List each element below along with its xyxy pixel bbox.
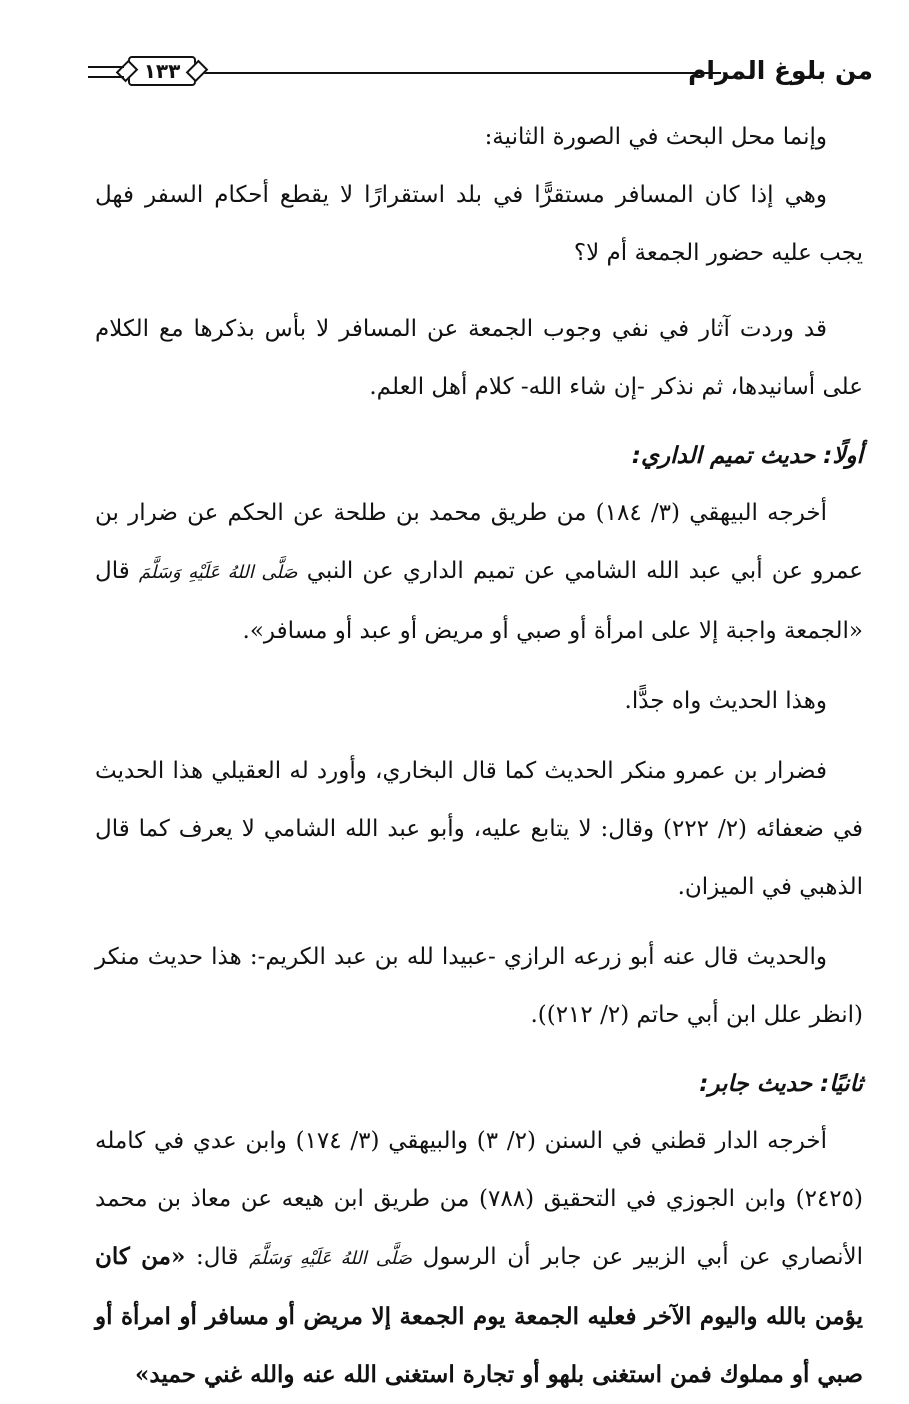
running-title: من بلوغ المرام bbox=[688, 56, 873, 85]
paragraph-grading: وهذا الحديث واه جدًّا. bbox=[624, 688, 827, 714]
tamim-takhrij-text: أخرجه البيهقي (٣/ ١٨٤) من طريق محمد بن طلحة عن الحكم عن ضرار بن عمرو عن أبي عبد الله الشامي عن تميم الداري عن النبي bbox=[95, 500, 864, 584]
jabir-qala: قال: bbox=[196, 1244, 239, 1270]
tamim-hadith-text: قال «الجمعة واجبة إلا على امرأة أو صبي أو مريض أو عبد أو مسافر». bbox=[95, 558, 863, 644]
honorific-2: صَلَّى اللهُ عَلَيْهِ وَسَلَّمَ bbox=[249, 1248, 413, 1269]
heading-jabir: ثانيًا: حديث جابر: bbox=[699, 1071, 863, 1097]
jabir-takhrij-text: أخرجه الدار قطني في السنن (٢/ ٣) والبيهقي (٣/ ١٧٤) وابن عدي في كامله (٢٤٢٥) وابن الجوزي في التحقيق (٧٨٨) من طريق ابن هيعه عن معاذ بن محمد الأنصاري عن أبي الزبير عن جابر أن الرسول bbox=[95, 1128, 864, 1270]
honorific-1: صَلَّى اللهُ عَلَيْهِ وَسَلَّمَ bbox=[138, 562, 298, 583]
heading-tamim: أولًا: حديث تميم الداري: bbox=[631, 443, 863, 469]
jabir-hadith-text: «من كان يؤمن بالله واليوم الآخر فعليه الجمعة يوم الجمعة إلا مريض أو مسافر أو امرأة أو صبي أو مملوك فمن استغنى بلهو أو تجارة استغنى الله عنه والله غني حميد» bbox=[95, 1243, 863, 1388]
paragraph-jabir bbox=[95, 1112, 863, 1404]
header-rule bbox=[200, 72, 721, 74]
paragraph-dirar: فضرار بن عمرو منكر الحديث كما قال البخاري، وأورد له العقيلي هذا الحديث في ضعفائه (٢/ ٢٢٢) وقال: لا يتابع عليه، وأبو عبد الله الشامي لا يعرف كما قال الذهبي في الميزان. bbox=[95, 758, 863, 900]
page-header bbox=[88, 50, 873, 94]
paragraph-intro: وإنما محل البحث في الصورة الثانية: bbox=[484, 124, 827, 150]
page-body bbox=[95, 108, 863, 1404]
paragraph-question: وهي إذا كان المسافر مستقرًّا في بلد استقرارًا لا يقطع أحكام السفر فهل يجب عليه حضور الجمعة أم لا؟ bbox=[95, 182, 863, 266]
paragraph-abu-zura: والحديث قال عنه أبو زرعه الرازي -عبيدا لله بن عبد الكريم-: هذا حديث منكر (انظر علل ابن أبي حاتم (٢/ ٢١٢)). bbox=[95, 944, 863, 1028]
page-number: ١٣٣ bbox=[128, 56, 196, 86]
paragraph-tamim-takhrij bbox=[95, 484, 863, 660]
paragraph-athar: قد وردت آثار في نفي وجوب الجمعة عن المسافر لا بأس بذكرها مع الكلام على أسانيدها، ثم نذكر -إن شاء الله- كلام أهل العلم. bbox=[95, 316, 863, 400]
header-ornament bbox=[88, 66, 124, 78]
